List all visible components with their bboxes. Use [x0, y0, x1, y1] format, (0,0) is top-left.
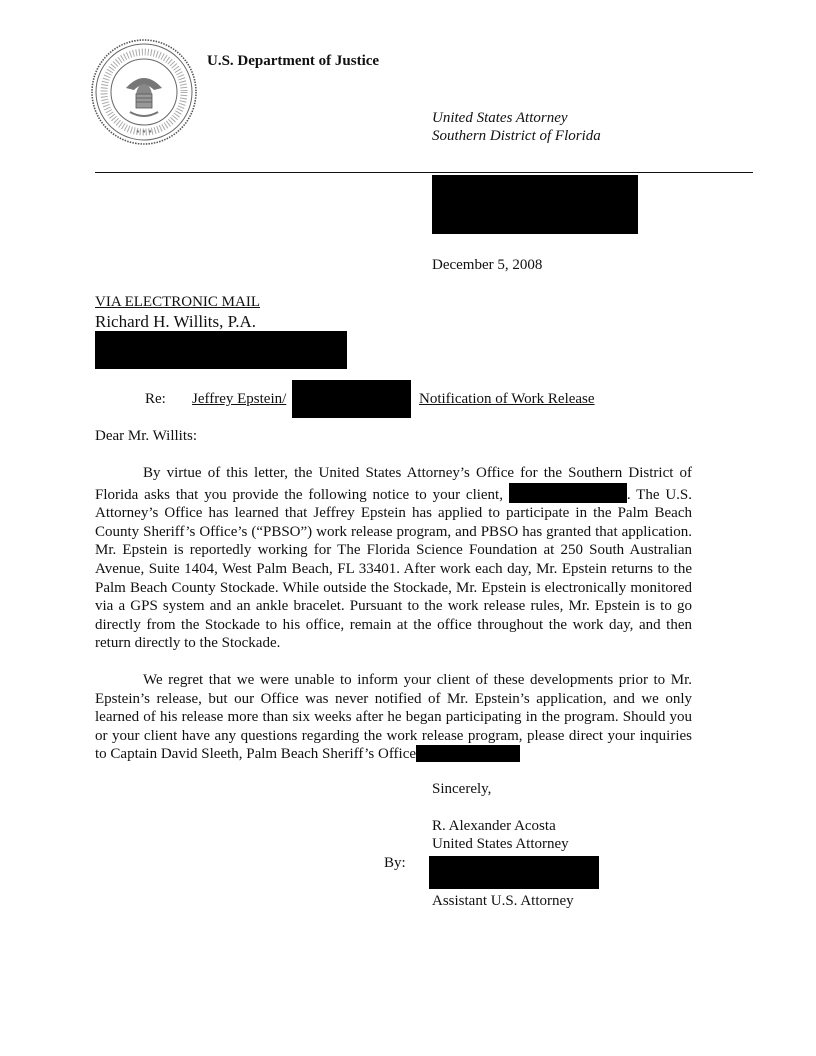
office-title: United States Attorney	[432, 110, 568, 126]
re-subject-start: Jeffrey Epstein/	[192, 391, 287, 407]
signer-title: United States Attorney	[432, 836, 569, 852]
paragraph-1-text-a: By virtue of this letter, the United States Attorney’s Office for the Southern District of Florida asks that you provide the following notice to your client,	[95, 465, 692, 503]
redaction-phone-number	[416, 745, 520, 762]
district-name: Southern District of Florida	[432, 128, 601, 144]
salutation: Dear Mr. Willits:	[95, 428, 198, 444]
letter-date: December 5, 2008	[432, 257, 543, 273]
svg-text:★ ★ ★: ★ ★ ★	[135, 129, 153, 135]
re-label: Re:	[145, 391, 166, 407]
addressee-name: Richard H. Willits, P.A.	[95, 312, 256, 331]
body-paragraph-1	[95, 464, 692, 653]
redaction-sender-block	[432, 175, 638, 234]
by-label: By:	[384, 855, 406, 871]
valediction: Sincerely,	[432, 781, 492, 797]
redaction-signature	[429, 856, 599, 889]
doj-seal-icon	[90, 38, 198, 146]
agency-name: U.S. Department of Justice	[207, 53, 380, 69]
redaction-client-name	[509, 483, 627, 503]
re-subject-end: Notification of Work Release	[419, 391, 595, 407]
paragraph-1-text-b: . The U.S. Attorney’s Office has learned that Jeffrey Epstein has applied to participate in the Palm Beach County Sheriff’s Office’s (“PBSO”) work release program, and PBSO has granted that application. Mr. Epstein is reportedly working for The Florida Science Foundation at 250 South Australian Avenue, Suite 1404, West Palm Beach, FL 33401. After work each day, Mr. Epstein returns to the Palm Beach County Stockade. While outside the Stockade, Mr. Epstein is electronically monitored via a GPS system and an ankle bracelet. Pursuant to the work release rules, Mr. Epstein is to go directly from the Stockade to his office, remain at the office throughout the work day, and then return directly to the Stockade.	[95, 486, 693, 652]
redaction-address-block	[95, 331, 347, 369]
body-paragraph-2	[95, 671, 692, 764]
redaction-re-subject	[292, 380, 411, 418]
paragraph-2-text: We regret that we were unable to inform your client of these developments prior to Mr. Epstein’s release, but our Office was never notified of Mr. Epstein’s application, and we only learned of his release more than six weeks after he began participating in the program. Should you or your client have any questions regarding the work release program, please direct your inquiries to Captain David Sleeth, Palm Beach Sheriff’s Office	[95, 672, 692, 763]
delivery-method: VIA ELECTRONIC MAIL	[95, 294, 260, 310]
assistant-title: Assistant U.S. Attorney	[432, 893, 574, 909]
signer-name: R. Alexander Acosta	[432, 818, 556, 834]
header-rule	[95, 172, 753, 173]
